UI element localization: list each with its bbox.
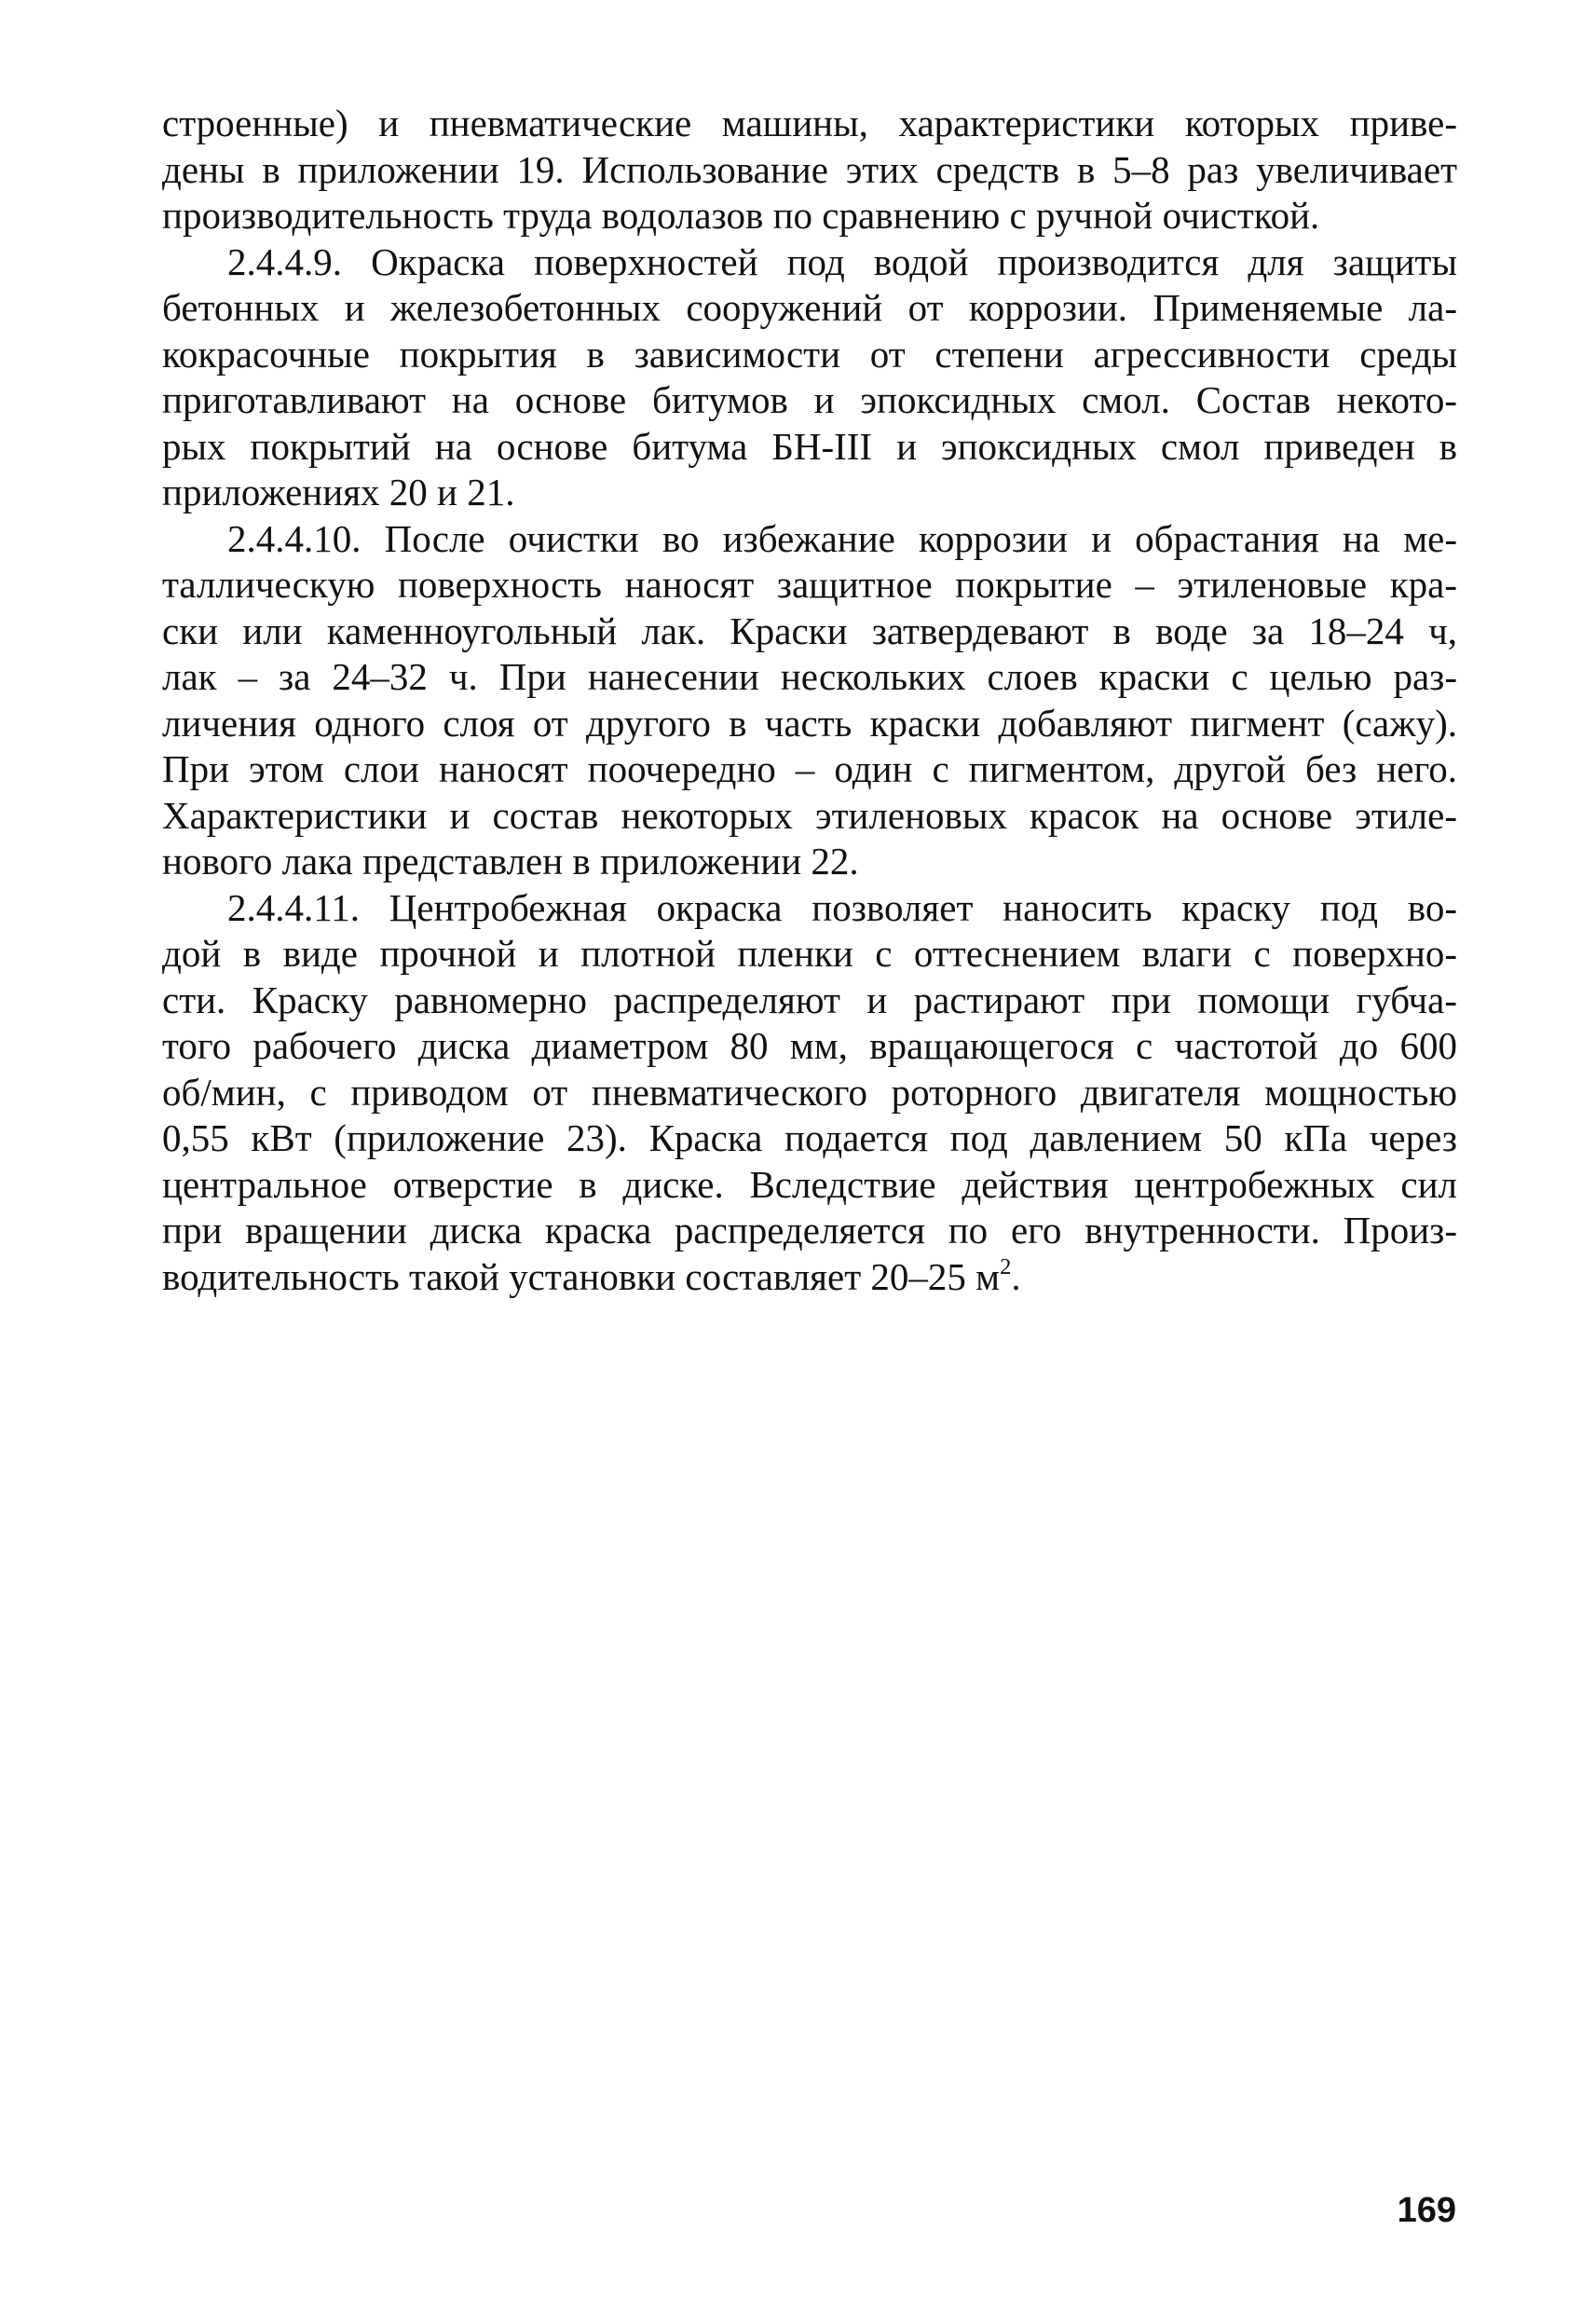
text-line: При этом слои наносят поочередно – один с пигментом, другой без него. bbox=[162, 747, 1457, 790]
text-line: 2.4.4.11. Центробежная окраска позволяет наносить краску под во- bbox=[227, 885, 1457, 929]
text-line: центральное отверстие в диске. Вследствие действия центробежных сил bbox=[162, 1162, 1457, 1206]
text-line: дены в приложении 19. Использование этих средств в 5–8 раз увеличивает bbox=[162, 147, 1457, 191]
text-line: приложениях 20 и 21. bbox=[162, 471, 515, 513]
text-line: при вращении диска краска распределяется по его внутренности. Произ- bbox=[162, 1209, 1457, 1252]
text-line: таллическую поверхность наносят защитное покрытие – этиленовые кра- bbox=[162, 563, 1457, 606]
text-line: производительность труда водолазов по сравнению с ручной очисткой. bbox=[162, 194, 1320, 237]
paragraph-2 bbox=[162, 239, 1457, 516]
text-line: 2.4.4.10. После очистки во избежание коррозии и обрастания на ме- bbox=[227, 516, 1457, 560]
text-line: 0,55 кВт (приложение 23). Краска подается под давлением 50 кПа через bbox=[162, 1116, 1457, 1159]
text-line: приготавливают на основе битумов и эпоксидных смол. Состав некото- bbox=[162, 378, 1457, 421]
text-line: лак – за 24–32 ч. При нанесении нескольких слоев краски с целью раз- bbox=[162, 655, 1457, 698]
text-line: кокрасочные покрытия в зависимости от степени агрессивности среды bbox=[162, 332, 1457, 376]
text-line: строенные) и пневматические машины, характеристики которых приве- bbox=[162, 102, 1457, 144]
text-line: дой в виде прочной и плотной пленки с оттеснением влаги с поверхно- bbox=[162, 932, 1457, 975]
text-line: сти. Краску равномерно распределяют и растирают при помощи губча- bbox=[162, 978, 1457, 1021]
text-line: бетонных и железобетонных сооружений от коррозии. Применяемые ла- bbox=[162, 286, 1457, 329]
text-line-final bbox=[162, 1254, 1457, 1301]
text-line: ски или каменноугольный лак. Краски затвердевают в воде за 18–24 ч, bbox=[162, 609, 1457, 652]
text-line: рых покрытий на основе битума БН-III и эпоксидных смол приведен в bbox=[162, 424, 1457, 468]
text-line: об/мин, с приводом от пневматического роторного двигателя мощностью bbox=[162, 1070, 1457, 1114]
text-line: Характеристики и состав некоторых этиленовых красок на основе этиле- bbox=[162, 793, 1457, 837]
final-line-suffix: . bbox=[1011, 1254, 1021, 1298]
paragraph-4 bbox=[162, 885, 1457, 1301]
text-line: того рабочего диска диаметром 80 мм, вращающегося с частотой до 600 bbox=[162, 1024, 1457, 1067]
text-line: личения одного слоя от другого в часть краски добавляют пигмент (сажу). bbox=[162, 701, 1457, 745]
page-number: 169 bbox=[1397, 2191, 1456, 2230]
final-line-text: водительность такой установки составляет 20–25 м bbox=[162, 1254, 1001, 1298]
paragraph-3 bbox=[162, 516, 1457, 885]
text-line: нового лака представлен в приложении 22. bbox=[162, 840, 859, 882]
superscript-exponent: 2 bbox=[1000, 1253, 1012, 1279]
text-line: 2.4.4.9. Окраска поверхностей под водой производится для защиты bbox=[227, 239, 1457, 283]
paragraph-1 bbox=[162, 101, 1457, 239]
body-text bbox=[162, 101, 1457, 1300]
